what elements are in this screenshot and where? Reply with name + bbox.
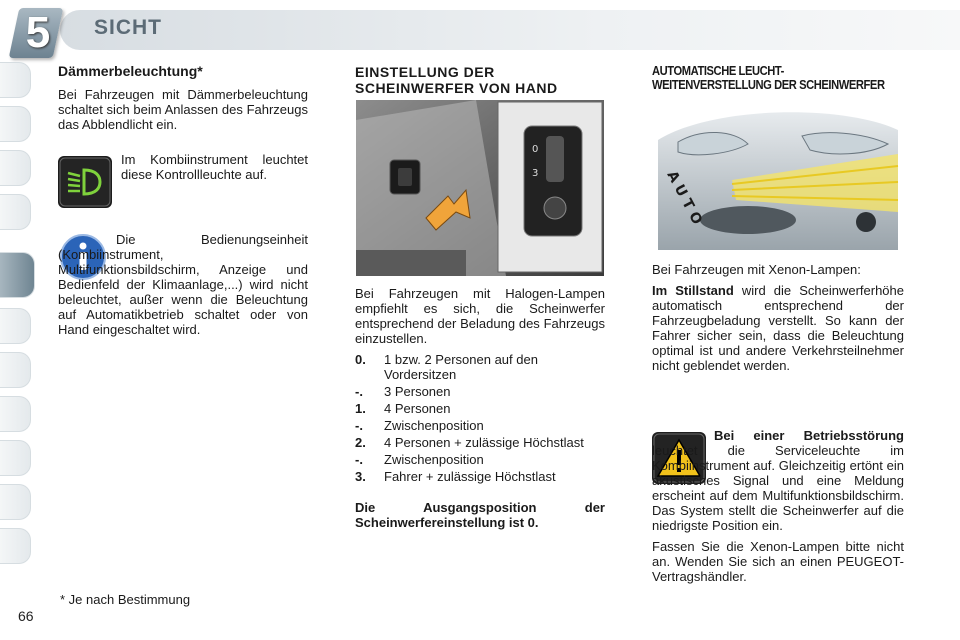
low-beam-warning-lamp-icon [58,156,112,208]
headlamp-adjuster-photo [356,100,604,276]
side-tab[interactable] [0,308,31,344]
car-front-photo [652,100,904,252]
automatic-leveling-text [652,262,904,379]
side-tab-strip [0,62,34,582]
closing-paragraph: Fassen Sie die Xenon-Lampen bitte nicht an. Wenden Sie sich an einen PEUGEOT-Vertragshändler. [652,539,904,584]
side-tab[interactable] [0,194,31,230]
column-twilight-lighting [58,64,308,138]
footnote: * Je nach Bestimmung [60,592,191,607]
side-tab[interactable] [0,440,31,476]
side-tab[interactable] [0,484,31,520]
side-tab[interactable] [0,528,31,564]
list-item: 1. 4 Personen [355,401,451,416]
auto-label: AUTO [663,168,708,232]
malfunction-block [652,428,904,590]
column-automatic-leveling [652,64,912,92]
header-bar [60,10,960,50]
lamp-description [121,152,308,188]
column-manual-adjustment [355,64,605,96]
section-heading-line1: AUTOMATISCHE LEUCHT- [652,63,784,78]
side-tab[interactable] [0,352,31,388]
section-heading-line1: EINSTELLUNG DER [355,64,495,80]
list-item: 2. 4 Personen + zulässige Höchstlast [355,435,584,450]
section-heading-line2: WEITENVERSTELLUNG DER SCHEINWERFER [652,77,885,92]
initial-position-note: Die Ausgangsposition der Scheinwerfereinstellung ist 0. [355,500,605,530]
malfunction-paragraph [652,428,904,533]
standstill-paragraph [652,283,904,373]
malfunction-label: Bei einer Betriebsstörung [714,428,904,443]
info-block [58,232,308,343]
standstill-text: wird die Scheinwerferhöhe automatisch entsprechend der Fahrzeugbeladung verstellt. So kann der Fahrer sicher sein, dass die Beleuchtung optimal ist und andere Verkehrsteilnehmer nicht geblendet werden. [652,283,904,373]
xenon-intro: Bei Fahrzeugen mit Xenon-Lampen: [652,262,861,277]
manual-adjustment-text [355,286,605,536]
info-text: Die Bedienungseinheit (Kombiinstrument, Multifunktionsbildschirm, Anzeige und Bedienfeld der Klimaanlage,...) wird nicht beleuchtet, außer wenn die Beleuchtung auf Automatikbetrieb schaltet oder von Hand eingeschaltet wird. [58,232,308,337]
page-number: 66 [18,608,34,624]
list-item: 3. Fahrer + zulässige Höchstlast [355,469,556,484]
side-tab[interactable] [0,150,31,186]
section-heading: Dämmerbeleuchtung* [58,63,203,79]
side-tab[interactable] [0,106,31,142]
intro-text: Bei Fahrzeugen mit Dämmerbeleuchtung schaltet sich beim Anlassen des Fahrzeugs das Abblendlicht ein. [58,87,308,132]
svg-text:3: 3 [532,168,539,179]
section-heading-line2: SCHEINWERFER VON HAND [355,80,558,96]
malfunction-text: leuchtet die Serviceleuchte im Kombiinstrument auf. Gleichzeitig ertönt ein akustisches Signal und eine Meldung erscheint auf dem Multifunktionsbildschirm. Das System stellt die Scheinwerfer auf die niedrigste Position ein. [652,443,904,533]
load-positions-list [355,352,605,484]
chapter-number: 5 [25,8,51,57]
side-tab[interactable] [0,396,31,432]
list-item: 0. 1 bzw. 2 Personen auf den Vordersitzen [355,352,538,382]
list-item: -. Zwischenposition [355,452,484,467]
list-item: -. 3 Personen [355,384,451,399]
lamp-text: Im Kombiinstrument leuchtet diese Kontrollleuchte auf. [121,152,308,182]
svg-text:0: 0 [532,144,539,155]
chapter-title: SICHT [94,16,162,39]
standstill-label: Im Stillstand [652,283,734,298]
list-item: -. Zwischenposition [355,418,484,433]
side-tab-active[interactable] [0,252,35,298]
intro-text: Bei Fahrzeugen mit Halogen-Lampen empfiehlt es sich, die Scheinwerfer entsprechend der Beladung des Fahrzeugs einzustellen. [355,286,605,346]
side-tab[interactable] [0,62,31,98]
